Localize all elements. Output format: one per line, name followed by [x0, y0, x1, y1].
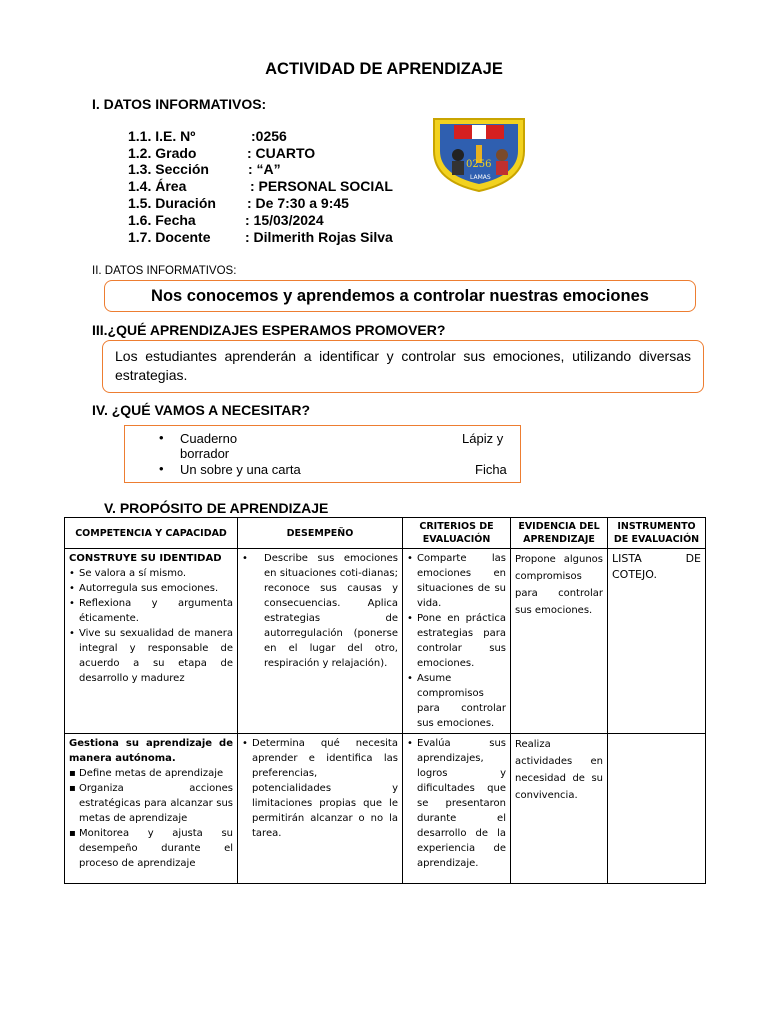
material-item: borrador	[180, 446, 230, 461]
material-item: Lápiz y	[462, 431, 504, 446]
cell-desempeno	[238, 734, 403, 884]
purpose-table	[64, 517, 706, 884]
competency-title: CONSTRUYE SU IDENTIDAD	[69, 553, 222, 564]
cell-desempeno	[238, 549, 403, 734]
section-5-heading: V. PROPÓSITO DE APRENDIZAJE	[104, 500, 329, 516]
material-item: Cuaderno	[180, 431, 238, 446]
table-row	[65, 549, 706, 734]
table-header-row	[65, 518, 706, 549]
section-4-heading: IV. ¿QUÉ VAMOS A NECESITAR?	[92, 402, 311, 418]
section-2-heading: II. DATOS INFORMATIVOS:	[92, 265, 237, 277]
capacity-item: • Vive su sexualidad de manera integral y responsable de acuerdo a su etapa de desarrollo y madurez	[69, 626, 233, 686]
material-item: Ficha	[475, 462, 507, 477]
performance-item: • Describe sus emociones en situaciones coti-dianas; reconoce sus causas y consecuencias. Aplica estrategias de autorregulación (ponerse en el lugar del otro, respiración y relajación).	[242, 551, 398, 671]
header-evidencia: EVIDENCIA DEL APRENDIZAJE	[511, 518, 608, 549]
capacity-item: • Reflexiona y argumenta éticamente.	[69, 596, 233, 626]
activity-title-box	[104, 280, 696, 312]
competency-title: Gestiona su aprendizaje de manera autónoma.	[69, 738, 233, 764]
bullet-icon: •	[159, 461, 164, 476]
capacity-item: ▪ Organiza acciones estratégicas para alcanzar sus metas de aprendizaje	[69, 781, 233, 826]
header-criterios: CRITERIOS DE EVALUACIÓN	[403, 518, 511, 549]
section-1-heading: I. DATOS INFORMATIVOS:	[92, 96, 267, 112]
capacity-item: • Autorregula sus emociones.	[69, 581, 233, 596]
learning-text: Los estudiantes aprenderán a identificar y controlar sus emociones, utilizando diversas estrategias.	[115, 348, 691, 383]
cell-competencia	[65, 734, 238, 884]
material-item: Un sobre y una carta	[180, 462, 301, 477]
cell-evidencia: Realiza actividades en necesidad de su convivencia.	[511, 734, 608, 884]
criterion-item: • Comparte las emociones en situaciones de su vida.	[407, 551, 506, 611]
criterion-item: • Pone en práctica estrategias para controlar sus emociones.	[407, 611, 506, 671]
capacity-item: ▪ Monitorea y ajusta su desempeño durante el proceso de aprendizaje	[69, 826, 233, 871]
cell-competencia	[65, 549, 238, 734]
cell-instrumento	[608, 734, 706, 884]
header-desempeno: DESEMPEÑO	[238, 518, 403, 549]
criterion-item: • Evalúa sus aprendizajes, logros y dificultades que se presentaron durante el desarrollo de la experiencia de aprendizaje.	[407, 736, 506, 871]
document-title: ACTIVIDAD DE APRENDIZAJE	[265, 60, 503, 78]
capacity-item: • Se valora a sí mismo.	[69, 566, 233, 581]
school-logo	[430, 115, 528, 193]
performance-item: • Determina qué necesita aprender e identifica las preferencias, potencialidades y limitaciones propias que le permitirán alcanzar o no la tarea.	[242, 736, 398, 841]
cell-criterios	[403, 549, 511, 734]
cell-evidencia: Propone algunos compromisos para controlar sus emociones.	[511, 549, 608, 734]
cell-criterios	[403, 734, 511, 884]
svg-text:LAMAS: LAMAS	[470, 174, 491, 181]
header-instrumento: INSTRUMENTO DE EVALUACIÓN	[608, 518, 706, 549]
section-3-heading: III.¿QUÉ APRENDIZAJES ESPERAMOS PROMOVER?	[92, 322, 446, 338]
activity-title: Nos conocemos y aprendemos a controlar nuestras emociones	[151, 287, 649, 305]
capacity-item: ▪ Define metas de aprendizaje	[69, 766, 233, 781]
table-row	[65, 734, 706, 884]
criterion-item: • Asume compromisos para controlar sus emociones.	[407, 671, 506, 731]
materials-box	[124, 425, 521, 483]
learning-box	[102, 340, 704, 393]
bullet-icon: •	[159, 430, 164, 445]
header-competencia: COMPETENCIA Y CAPACIDAD	[65, 518, 238, 549]
cell-instrumento: LISTA DE COTEJO.	[608, 549, 706, 734]
svg-text:0256: 0256	[466, 159, 492, 170]
